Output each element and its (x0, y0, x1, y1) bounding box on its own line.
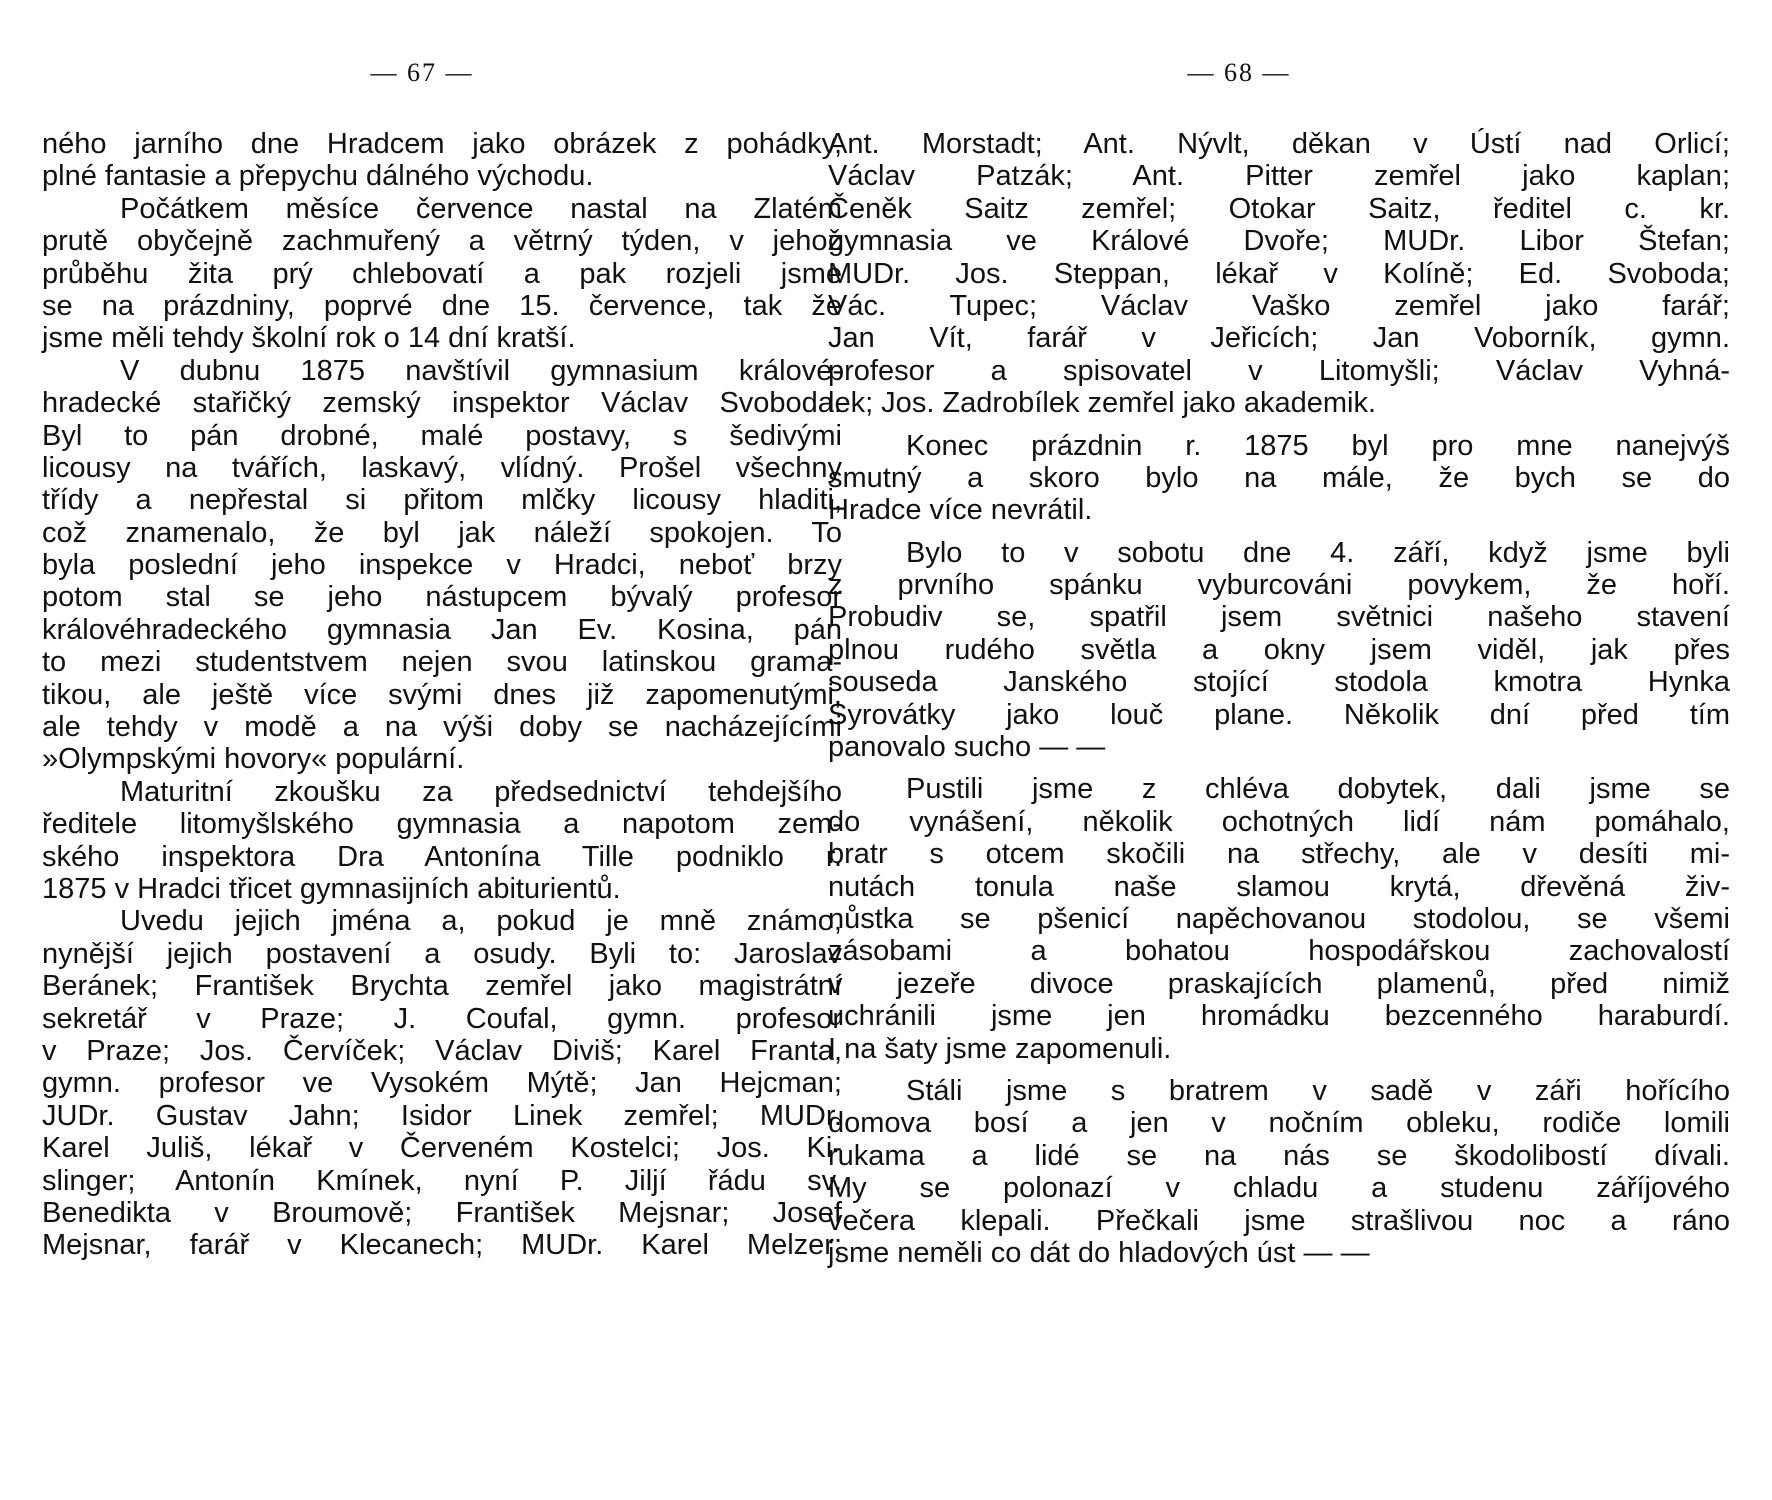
text-line: Ant. Morstadt; Ant. Nývlt, děkan v Ústí nad Orlicí; (828, 128, 1730, 160)
left-page (42, 0, 842, 1500)
text-line: domova bosí a jen v nočním obleku, rodiče lomili (828, 1107, 1730, 1140)
text-line: Čeněk Saitz zemřel; Otokar Saitz, ředitel c. kr. (828, 192, 1730, 225)
text-line: hradecké stařičký zemský inspektor Václav Svoboda. (42, 387, 842, 420)
text-line: profesor a spisovatel v Litomyšli; Václav Vyhná- (828, 354, 1730, 387)
page-number: — 68 — (1187, 58, 1291, 87)
text-line: Bylo to v sobotu dne 4. září, když jsme byli (906, 536, 1730, 569)
text-line: Vác. Tupec; Václav Vaško zemřel jako farář; (828, 289, 1730, 322)
text-line: Beránek; František Brychta zemřel jako magistrátní (42, 970, 842, 1003)
text-line: zásobami a bohatou hospodářskou zachovalostí (828, 935, 1730, 968)
text-line: Syrovátky jako louč plane. Několik dní před tím (828, 698, 1730, 731)
text-line: JUDr. Gustav Jahn; Isidor Linek zemřel; MUDr. (42, 1099, 842, 1132)
text-line: smutný a skoro bylo na mále, že bych se do (828, 461, 1730, 494)
text-line: V dubnu 1875 navštívil gymnasium králové- (120, 354, 842, 387)
text-line: souseda Janského stojící stodola kmotra Hynka (828, 666, 1730, 699)
text-line: prutě obyčejně zachmuřený a větrný týden, v jehož (42, 225, 842, 258)
text-line: Hradce více nevrátil. (828, 494, 1093, 527)
text-line: My se polonazí v chladu a studenu záříjového (828, 1172, 1730, 1205)
text-line: Probudiv se, spatřil jsem světnici našeho stavení (828, 601, 1730, 634)
text-line: byla poslední jeho inspekce v Hradci, neboť brzy (42, 549, 842, 582)
text-line: ského inspektora Dra Antonína Tille podniklo r. (42, 840, 842, 873)
text-line: Jan Vít, farář v Jeřicích; Jan Voborník, gymn. (828, 322, 1730, 355)
text-line: nutách tonula naše slamou krytá, dřevěná živ- (828, 870, 1730, 903)
text-line: gymnasia ve Králové Dvoře; MUDr. Libor Štefan; (828, 225, 1730, 258)
text-line: jsme neměli co dát do hladových úst — — (828, 1236, 1370, 1269)
text-line: Konec prázdnin r. 1875 byl pro mne nanejvýš (906, 429, 1730, 462)
text-line: MUDr. Jos. Steppan, lékař v Kolíně; Ed. Svoboda; (828, 257, 1730, 290)
text-line: lek; Jos. Zadrobílek zemřel jako akademik. (828, 387, 1376, 420)
text-line: ale tehdy v modě a na výši doby se nacházejícími (42, 711, 842, 744)
text-line: panovalo sucho — — (828, 731, 1106, 764)
right-page (828, 0, 1730, 1500)
text-line: gymn. profesor ve Vysokém Mýtě; Jan Hejcman; (42, 1067, 842, 1100)
text-line: bratr s otcem skočili na střechy, ale v desíti mi- (828, 838, 1730, 871)
text-line: ředitele litomyšlského gymnasia a napotom zem- (42, 808, 842, 841)
text-line: Karel Juliš, lékař v Červeném Kostelci; Jos. Ki- (42, 1132, 842, 1165)
text-line: nůstka se pšenicí napěchovanou stodolou, se všemi (828, 902, 1730, 935)
text-line: slinger; Antonín Kmínek, nyní P. Jiljí řádu sv. (42, 1164, 842, 1197)
text-line: v Praze; Jos. Červíček; Václav Diviš; Karel Franta, (42, 1034, 842, 1067)
text-line: večera klepali. Přečkali jsme strašlivou noc a ráno (828, 1204, 1730, 1237)
text-line: jsme měli tehdy školní rok o 14 dní kratší. (42, 322, 576, 355)
text-line: Václav Patzák; Ant. Pitter zemřel jako kaplan; (828, 160, 1730, 193)
page-text (42, 128, 842, 1262)
text-line: což znamenalo, že byl jak náleží spokojen. To (42, 516, 842, 549)
text-line: »Olympskými hovory« populární. (42, 743, 465, 776)
text-line: Počátkem měsíce července nastal na Zlatém (120, 192, 842, 225)
text-line: nynější jejich postavení a osudy. Byli to: Jaroslav (42, 937, 842, 970)
text-line: průběhu žita prý chlebovatí a pak rozjeli jsme (42, 257, 842, 290)
text-line: Maturitní zkoušku za předsednictví tehdejšího (120, 775, 842, 808)
text-line: tikou, ale ještě více svými dnes již zapomenutými, (42, 678, 842, 711)
page-number: — 67 — (370, 58, 474, 87)
text-line: Stáli jsme s bratrem v sadě v záři hořícího (906, 1074, 1730, 1107)
text-line: licousy na tvářích, laskavý, vlídný. Prošel všechny (42, 451, 842, 484)
text-line: se na prázdniny, poprvé dne 15. července, tak že (42, 289, 842, 322)
text-line: královéhradeckého gymnasia Jan Ev. Kosina, pán (42, 613, 842, 646)
text-line: ného jarního dne Hradcem jako obrázek z pohádky, (42, 128, 842, 160)
text-line: 1875 v Hradci třicet gymnasijních abiturientů. (42, 872, 621, 905)
text-line: to mezi studentstvem nejen svou latinskou grama- (42, 646, 842, 679)
text-line: Byl to pán drobné, malé postavy, s šedivými (42, 419, 842, 452)
text-line: Mejsnar, farář v Klecanech; MUDr. Karel Melzer; (42, 1229, 842, 1262)
text-line: Uvedu jejich jména a, pokud je mně známo, (120, 905, 842, 938)
text-line: plné fantasie a přepychu dálného východu. (42, 160, 594, 193)
text-line: v jezeře divoce praskajících plamenů, před nimiž (828, 967, 1730, 1000)
text-line: potom stal se jeho nástupcem bývalý profesor (42, 581, 842, 614)
text-line: Benedikta v Broumově; František Mejsnar; Josef (42, 1196, 842, 1229)
text-line: z prvního spánku vyburcováni povykem, že hoří. (828, 569, 1730, 602)
text-line: uchránili jsme jen hromádku bezcenného haraburdí. (828, 1000, 1730, 1033)
page-text (828, 128, 1730, 1269)
text-line: Pustili jsme z chléva dobytek, dali jsme se (906, 773, 1730, 806)
text-line: plnou rudého světla a okny jsem viděl, jak přes (828, 633, 1730, 666)
text-line: do vynášení, několik ochotných lidí nám pomáhalo, (828, 805, 1730, 838)
text-line: sekretář v Praze; J. Coufal, gymn. profesor (42, 1002, 842, 1035)
text-line: třídy a nepřestal si přitom mlčky licousy hladiti, (42, 484, 842, 517)
text-line: I na šaty jsme zapomenuli. (828, 1032, 1172, 1065)
text-line: rukama a lidé se na nás se škodolibostí dívali. (828, 1139, 1730, 1172)
